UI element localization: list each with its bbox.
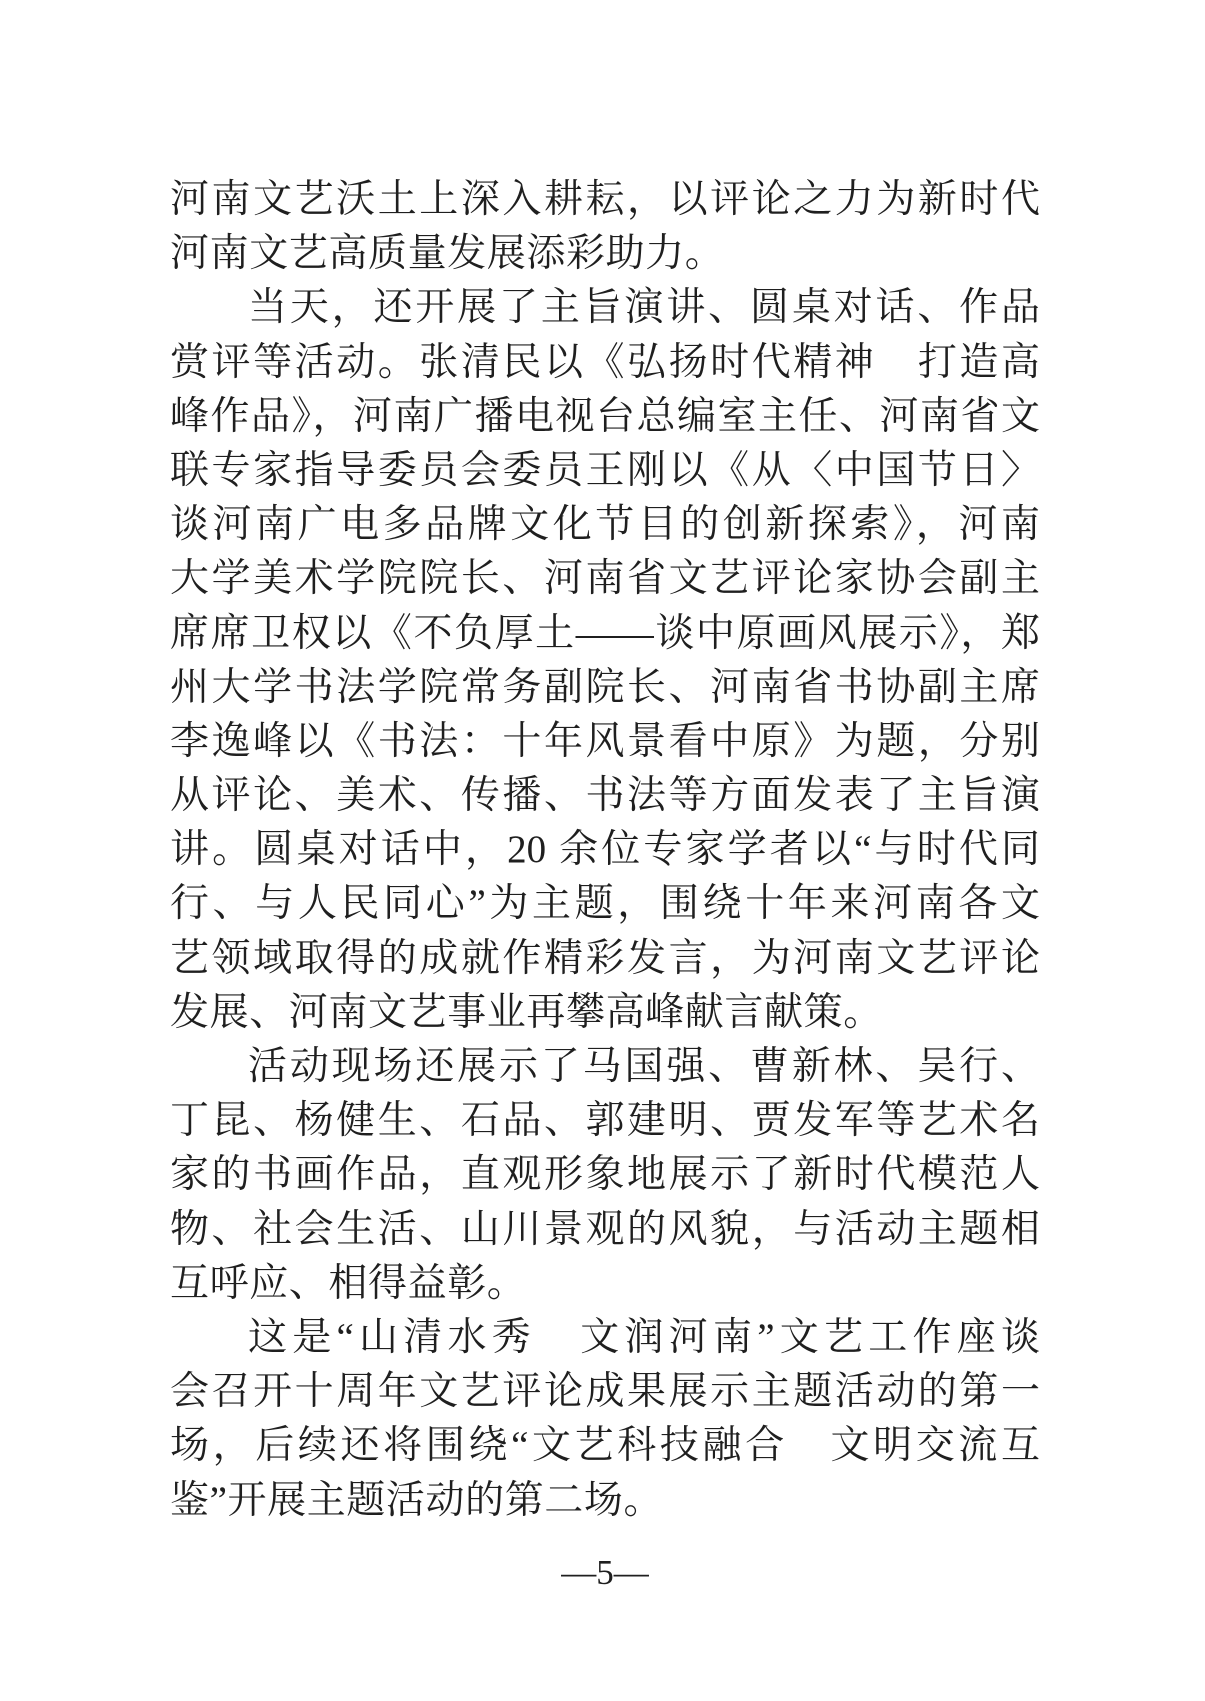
text-line: 丁昆、杨健生、石品、郭建明、贾发军等艺术名 — [170, 1099, 1040, 1143]
text-line: 讲。圆桌对话中，20 余位专家学者以“与时代同 — [170, 828, 1040, 872]
text-line: 河南文艺沃土上深入耕耘，以评论之力为新时代 — [170, 178, 1040, 221]
text-line: 席席卫权以《不负厚土——谈中原画风展示》，郑 — [170, 611, 1040, 655]
text-line: 艺领域取得的成就作精彩发言，为河南文艺评论 — [170, 936, 1040, 980]
text-line: 会召开十周年文艺评论成果展示主题活动的第一 — [170, 1370, 1040, 1414]
text-line: 行、与人民同心”为主题，围绕十年来河南各文 — [170, 882, 1040, 926]
text-line: 联专家指导委员会委员王刚以《从〈中国节日〉 — [170, 448, 1040, 492]
text-line: 赏评等活动。张清民以《弘扬时代精神 打造高 — [170, 340, 1040, 384]
text-line: 鉴”开展主题活动的第二场。 — [170, 1478, 664, 1522]
page-number: —5— — [561, 1553, 649, 1592]
text-line: 谈河南广电多品牌文化节目的创新探索》，河南 — [170, 503, 1040, 547]
text-line: 李逸峰以《书法：十年风景看中原》为题，分别 — [170, 719, 1040, 763]
text-line: 州大学书法学院常务副院长、河南省书协副主席 — [170, 665, 1040, 709]
text-line: 互呼应、相得益彰。 — [170, 1261, 527, 1305]
text-line: 物、社会生活、山川景观的风貌，与活动主题相 — [170, 1207, 1040, 1251]
text-line: 活动现场还展示了马国强、曹新林、吴行、 — [248, 1045, 1040, 1088]
text-line: 河南文艺高质量发展添彩助力。 — [170, 232, 725, 276]
text-line: 场，后续还将围绕“文艺科技融合 文明交流互 — [170, 1424, 1040, 1468]
text-line: 发展、河南文艺事业再攀高峰献言献策。 — [170, 990, 883, 1034]
document-body — [170, 173, 1040, 1528]
text-line: 大学美术学院院长、河南省文艺评论家协会副主 — [170, 557, 1040, 601]
text-line: 从评论、美术、传播、书法等方面发表了主旨演 — [170, 774, 1040, 818]
text-line: 峰作品》，河南广播电视台总编室主任、河南省文 — [170, 394, 1040, 438]
text-line: 家的书画作品，直观形象地展示了新时代模范人 — [170, 1153, 1040, 1197]
text-line: 当天，还开展了主旨演讲、圆桌对话、作品 — [248, 286, 1040, 330]
text-line: 这是“山清水秀 文润河南”文艺工作座谈 — [248, 1315, 1040, 1359]
